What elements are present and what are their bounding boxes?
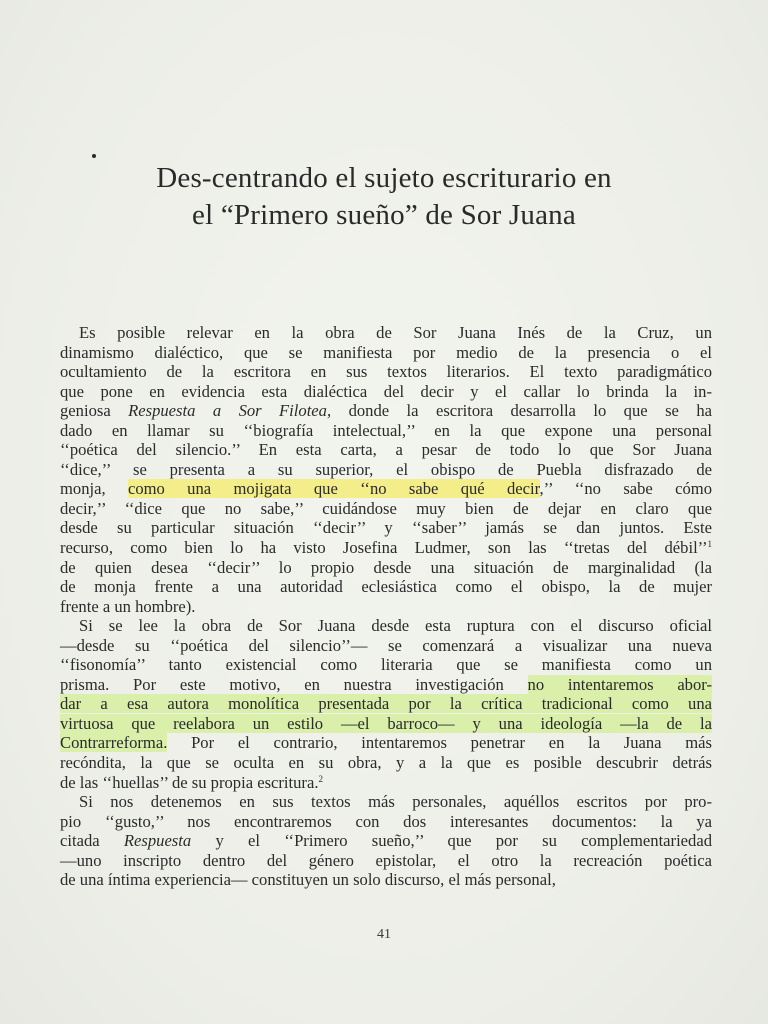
text-run: recurso, como bien lo ha visto Josefina Ludmer, son las ‘‘tretas del débil’’ <box>60 538 708 558</box>
text-line <box>60 558 712 578</box>
text-line <box>60 577 712 597</box>
italic-title: Respuesta a Sor Filotea <box>128 401 327 421</box>
text-line <box>60 812 712 832</box>
text-run: de las ‘‘huellas’’ de su propia escritura. <box>60 772 319 792</box>
text-line <box>60 597 712 617</box>
text-line <box>60 675 712 695</box>
text-line <box>60 382 712 402</box>
text-line <box>60 792 712 812</box>
text-run: frente a un hombre). <box>60 596 196 616</box>
text-line <box>60 773 712 793</box>
text-line <box>60 636 712 656</box>
text-line <box>60 343 712 363</box>
text-run: pio ‘‘gusto,’’ nos encontraremos con dos interesantes documentos: la ya <box>60 811 712 831</box>
text-run: citada <box>60 831 124 851</box>
highlight-green: no intentaremos abor- <box>527 674 712 694</box>
text-line <box>60 851 712 871</box>
text-line <box>60 401 712 421</box>
page-number: 41 <box>377 927 391 942</box>
text-line <box>60 753 712 773</box>
text-run: ‘‘fisonomía’’ tanto existencial como literaria que se manifiesta como un <box>60 655 712 675</box>
text-run: Es posible relevar en la obra de Sor Juana Inés de la Cruz, un <box>79 323 712 342</box>
text-line <box>60 362 712 382</box>
paragraph <box>60 792 712 890</box>
text-run: ‘‘poética del silencio.’’ En esta carta, a pesar de todo lo que Sor Juana <box>60 440 712 460</box>
text-run: ‘‘dice,’’ se presenta a su superior, el obispo de Puebla disfrazado de <box>60 459 712 479</box>
text-run: Por el contrario, intentaremos penetrar en la Juana más <box>167 733 712 753</box>
text-run: dinamismo dialéctico, que se manifiesta por medio de la presencia o el <box>60 342 712 362</box>
text-run: de quien desea ‘‘decir’’ lo propio desde una situación de marginalidad (la <box>60 557 712 577</box>
text-line <box>60 733 712 753</box>
text-run: —uno inscripto dentro del género epistolar, el otro la recreación poética <box>60 850 712 870</box>
text-run: prisma. Por este motivo, en nuestra investigación <box>60 674 528 694</box>
body-text <box>60 323 712 890</box>
text-line <box>60 421 712 441</box>
text-run: , donde la escritora desarrolla lo que se ha <box>326 401 712 421</box>
text-line <box>60 538 712 558</box>
highlight-green: dar a esa autora monolítica presentada por la crítica tradicional como una <box>60 694 712 714</box>
text-run: Si nos detenemos en sus textos más personales, aquéllos escritos por pro- <box>79 792 712 812</box>
highlight-yellow: como una mojigata que ‘‘no sabe qué decir <box>127 479 540 499</box>
text-run: que pone en evidencia esta dialéctica del decir y el callar lo brinda la in- <box>60 381 712 401</box>
highlight-green: virtuosa que reelabora un estilo —el barroco— y una ideología —la de la <box>60 713 712 733</box>
text-run: desde su particular situación ‘‘decir’’ y ‘‘saber’’ jamás se dan juntos. Este <box>60 518 712 538</box>
chapter-title-line-1: Des-centrando el sujeto escriturario en <box>156 162 612 194</box>
paragraph <box>60 323 712 616</box>
text-line <box>60 518 712 538</box>
text-run: dado en llamar su ‘‘biografía intelectual,’’ en la que expone una personal <box>60 420 712 440</box>
text-run: geniosa <box>60 401 129 421</box>
text-run: ,’’ ‘‘no sabe cómo <box>539 479 712 499</box>
text-run: de una íntima experiencia— constituyen un solo discurso, el más personal, <box>60 870 556 890</box>
text-line <box>60 479 712 499</box>
text-run: decir,’’ ‘‘dice que no sabe,’’ cuidándose muy bien de dejar en claro que <box>60 498 712 518</box>
text-line <box>60 499 712 519</box>
text-line <box>60 831 712 851</box>
text-line <box>60 323 712 343</box>
text-run: monja, <box>60 479 128 499</box>
text-run: ocultamiento de la escritora en sus textos literarios. El texto paradigmático <box>60 362 712 382</box>
text-line <box>60 870 712 890</box>
chapter-title <box>60 160 708 234</box>
text-run: y el ‘‘Primero sueño,’’ que por su complementariedad <box>191 831 712 851</box>
footnote-ref: 2 <box>318 773 323 784</box>
text-run: Si se lee la obra de Sor Juana desde esta ruptura con el discurso oficial <box>79 616 712 636</box>
text-run: recóndita, la que se oculta en su obra, y a la que es posible descubrir detrás <box>60 753 712 773</box>
highlight-green: Contrarreforma. <box>60 733 168 753</box>
text-line <box>60 694 712 714</box>
text-line <box>60 440 712 460</box>
chapter-title-line-2: el “Primero sueño” de Sor Juana <box>192 199 576 231</box>
text-line <box>60 616 712 636</box>
title-ink-dot <box>92 154 96 158</box>
text-run: de monja frente a una autoridad eclesiástica como el obispo, la de mujer <box>60 577 712 597</box>
text-run: —desde su ‘‘poética del silencio’’— se comenzará a visualizar una nueva <box>60 635 712 655</box>
paragraph <box>60 616 712 792</box>
text-line <box>60 460 712 480</box>
italic-title: Respuesta <box>123 831 192 851</box>
text-line <box>60 655 712 675</box>
text-line <box>60 714 712 734</box>
footnote-ref: 1 <box>707 539 712 550</box>
